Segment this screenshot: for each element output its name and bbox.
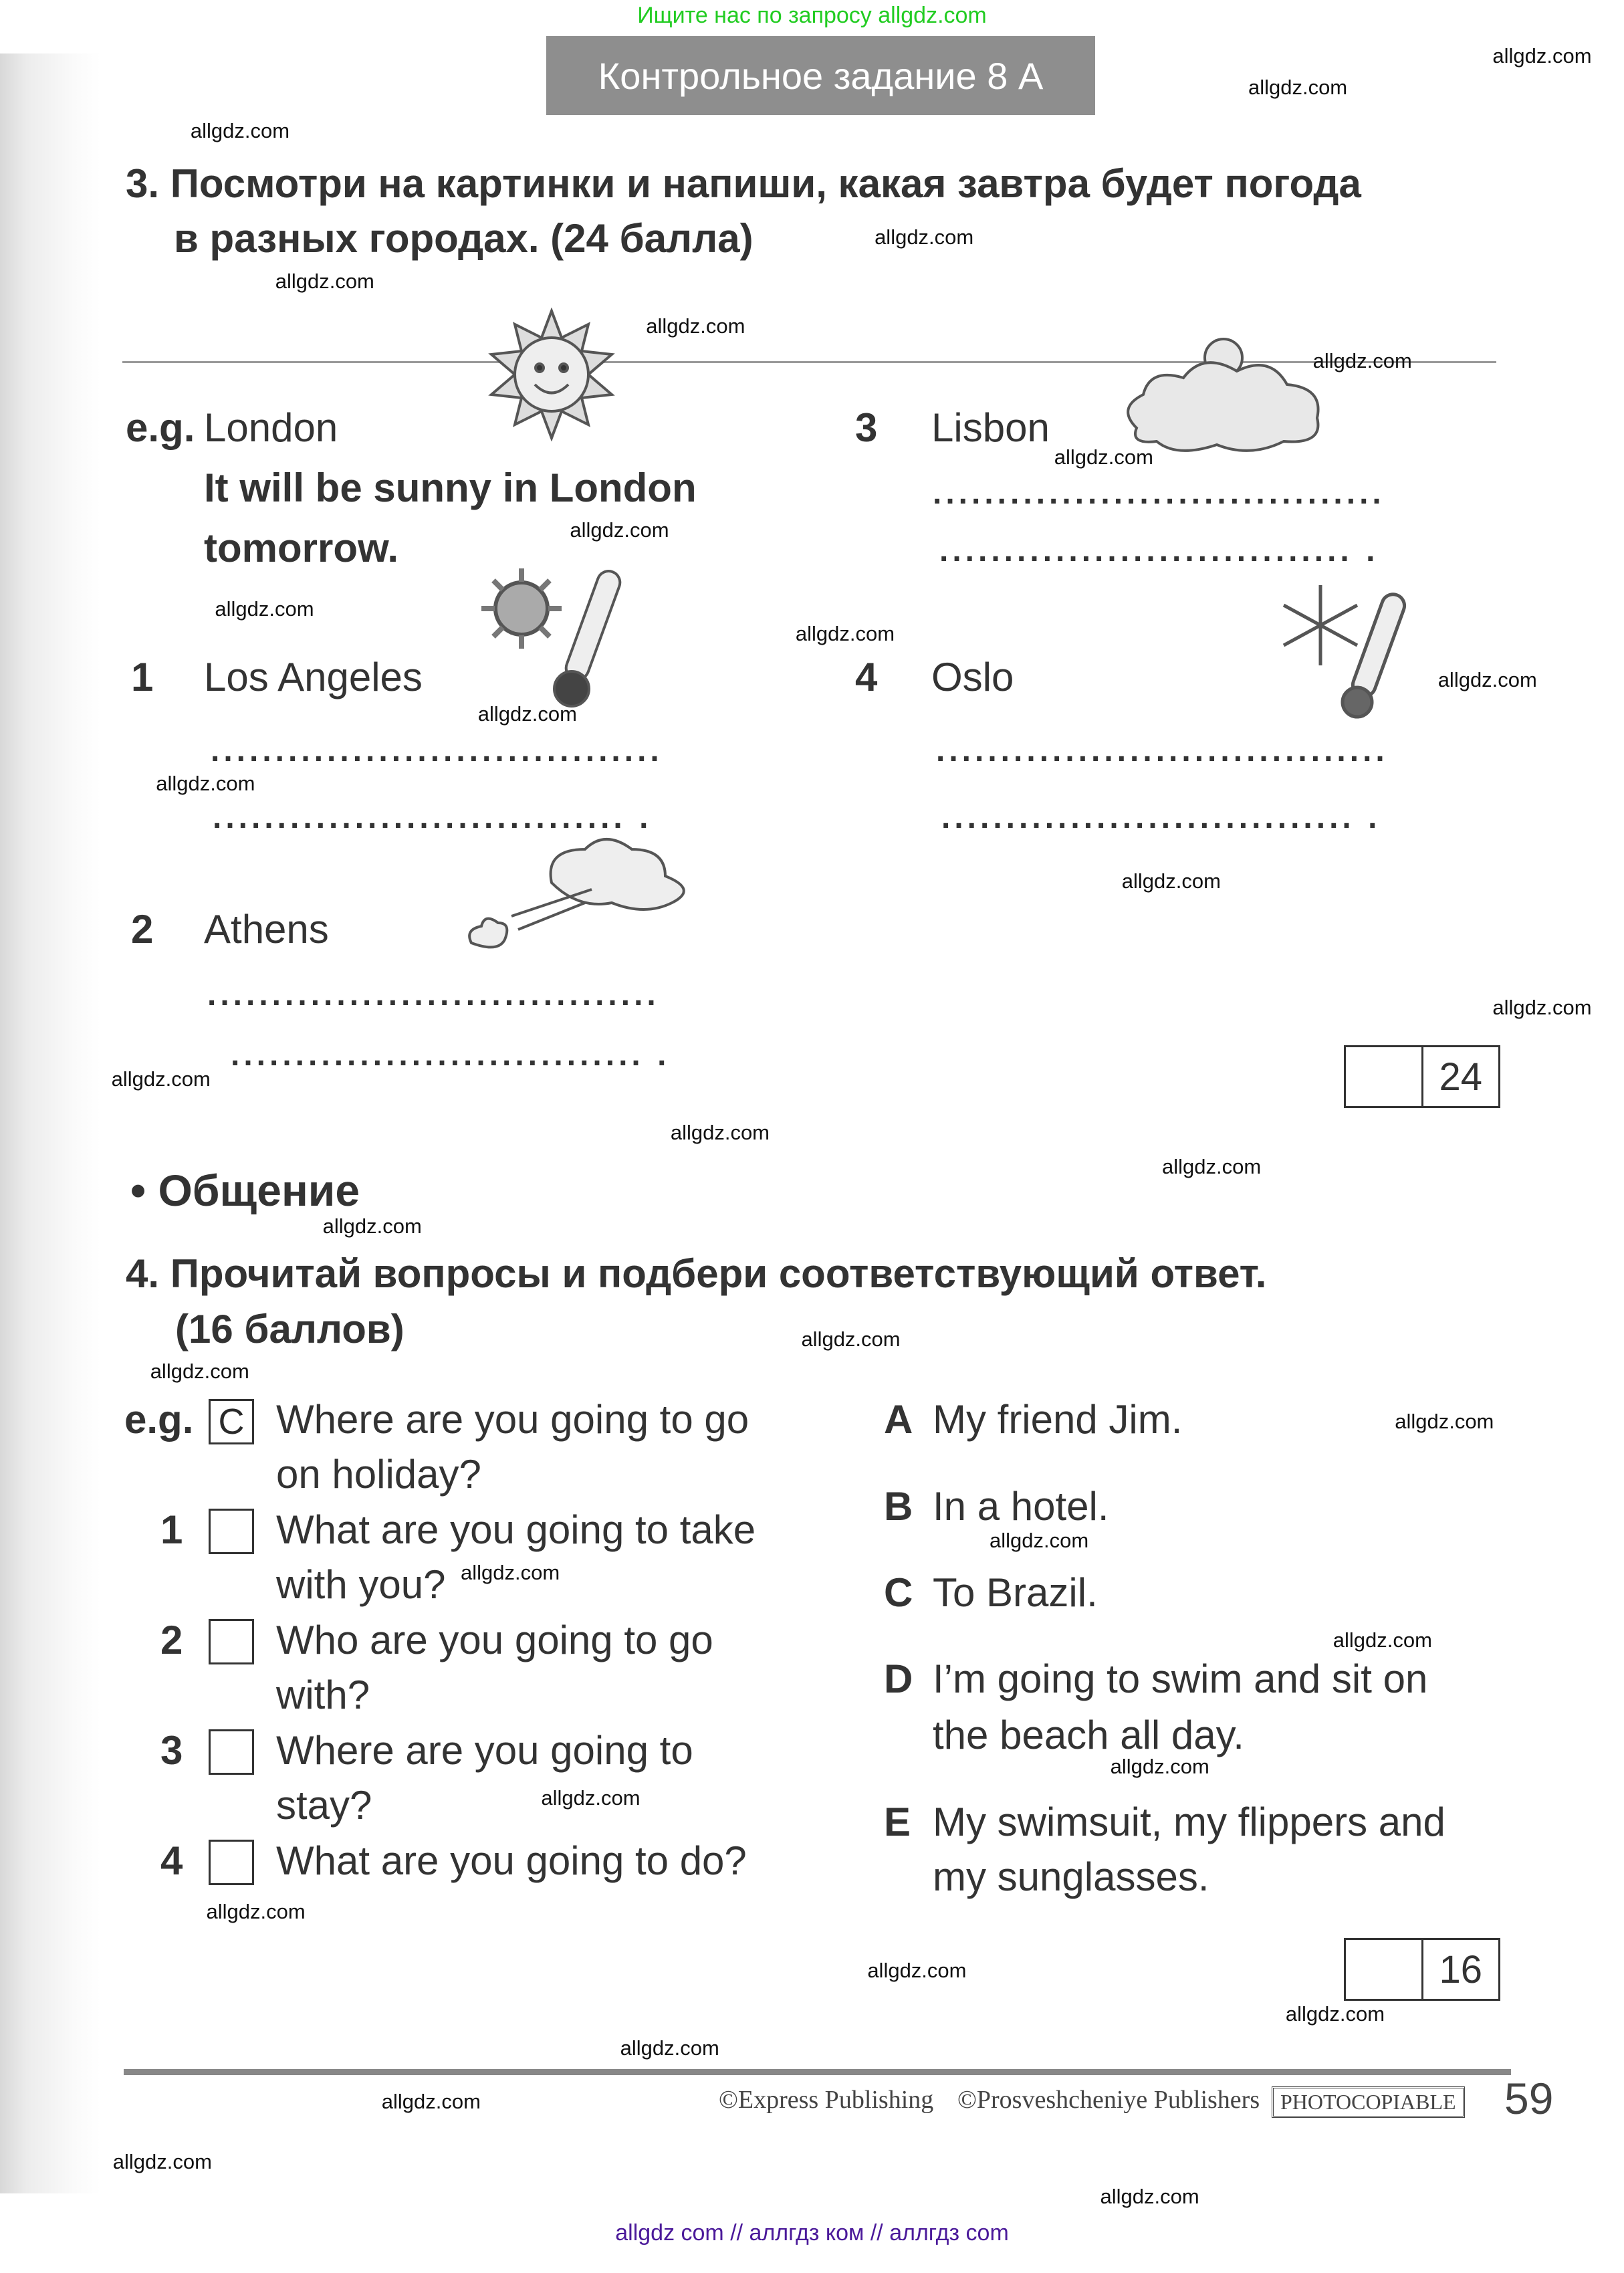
example-answer-line2: tomorrow. (204, 526, 399, 570)
task4-title-line2: (16 баллов) (175, 1307, 404, 1351)
question-3-line1: Where are you going to (276, 1728, 693, 1773)
watermark: allgdz.com (381, 2089, 481, 2113)
score-box-task4 (1344, 1938, 1500, 2001)
watermark: allgdz.com (1492, 43, 1592, 68)
score-max: 24 (1421, 1047, 1499, 1106)
watermark: allgdz.com (1121, 869, 1221, 893)
item-number-2: 2 (131, 907, 154, 952)
city-london: London (204, 405, 338, 450)
watermark: allgdz.com (875, 225, 974, 249)
watermark: allgdz.com (215, 597, 314, 621)
answer-letter-e: E (884, 1800, 911, 1844)
task3-title-line2: в разных городах. (24 балла) (174, 216, 753, 261)
score-input[interactable] (1346, 1047, 1421, 1106)
city-los-angeles: Los Angeles (204, 655, 423, 699)
hot-thermometer-icon (475, 562, 649, 716)
watermark: allgdz.com (1285, 2001, 1385, 2026)
question-1-line2: with you? (276, 1562, 446, 1607)
answer-a: My friend Jim. (933, 1397, 1183, 1442)
answer-checkbox-1[interactable] (209, 1509, 254, 1554)
answer-letter-a: A (884, 1397, 913, 1442)
example-label: e.g. (126, 405, 195, 450)
answer-letter-d: D (884, 1656, 913, 1701)
question-4-line1: What are you going to do? (276, 1838, 747, 1883)
question-number-3: 3 (160, 1728, 183, 1773)
answer-checkbox-3[interactable] (209, 1729, 254, 1775)
answer-line-lisbon-1[interactable]: ................................... (933, 475, 1385, 511)
task3-title-line1: 3. Посмотри на картинки и напиши, какая завтра будет погода (126, 161, 1361, 206)
watermark: allgdz.com (190, 118, 290, 142)
city-athens: Athens (204, 907, 329, 952)
example-label: e.g. (124, 1397, 194, 1442)
sun-icon (485, 308, 618, 441)
question-2-line1: Who are you going to go (276, 1618, 713, 1662)
answer-e-line1: My swimsuit, my flippers and (933, 1800, 1445, 1844)
watermark: allgdz.com (1161, 1155, 1262, 1179)
windy-cloud-icon (445, 829, 705, 963)
watermark: allgdz.com (1332, 1628, 1432, 1652)
item-number-4: 4 (855, 655, 878, 699)
page-fold-shadow (0, 53, 100, 2193)
question-2-line2: with? (276, 1672, 370, 1717)
answer-letter-c: C (884, 1570, 913, 1615)
answer-checkbox-2[interactable] (209, 1619, 254, 1664)
top-search-note[interactable]: Ищите нас по запросу allgdz.com (637, 3, 987, 28)
page-number: 59 (1504, 2074, 1554, 2123)
item-number-3: 3 (855, 405, 878, 450)
score-input[interactable] (1346, 1940, 1421, 1999)
watermark: allgdz.com (1312, 348, 1412, 372)
watermark: allgdz.com (275, 269, 374, 294)
watermark: allgdz.com (322, 1214, 422, 1238)
watermark: allgdz.com (1437, 667, 1537, 691)
watermark: allgdz.com (670, 1120, 770, 1144)
footer-publisher-2: ©Prosveshcheniye Publishers (957, 2086, 1260, 2114)
watermark: allgdz.com (795, 621, 895, 645)
watermark: allgdz.com (570, 518, 669, 542)
item-number-1: 1 (131, 655, 154, 699)
watermark: allgdz.com (112, 2149, 212, 2173)
watermark: allgdz.com (646, 314, 745, 338)
watermark: allgdz.com (541, 1786, 641, 1810)
watermark: allgdz.com (1110, 1754, 1209, 1778)
watermark: allgdz.com (206, 1899, 306, 1923)
page-header: Контрольное задание 8 A (546, 36, 1095, 115)
answer-line-oslo-1[interactable]: ................................... (936, 733, 1389, 768)
city-lisbon: Lisbon (931, 405, 1050, 450)
answer-line-la-2[interactable]: ................................ . (213, 800, 653, 835)
score-max: 16 (1421, 1940, 1499, 1999)
answer-letter-b: B (884, 1484, 913, 1529)
answer-c: To Brazil. (933, 1570, 1098, 1615)
photocopiable-label: PHOTOCOPIABLE (1272, 2086, 1465, 2118)
watermark: allgdz.com (801, 1327, 901, 1351)
question-example-line1: Where are you going to go (276, 1397, 749, 1442)
watermark: allgdz.com (1054, 445, 1153, 469)
watermark: allgdz.com (1492, 995, 1592, 1019)
watermark: allgdz.com (156, 771, 255, 795)
answer-line-lisbon-2[interactable]: ................................ . (939, 533, 1379, 568)
watermark: allgdz.com (1100, 2184, 1199, 2208)
answer-checkbox-example: C (209, 1399, 254, 1444)
watermark: allgdz.com (460, 1560, 560, 1584)
watermark: allgdz.com (620, 2036, 719, 2060)
city-oslo: Oslo (931, 655, 1014, 699)
example-answer-line1: It will be sunny in London (204, 465, 697, 510)
answer-line-athens-1[interactable]: ................................... (207, 977, 660, 1012)
answer-b: In a hotel. (933, 1484, 1109, 1529)
bottom-note[interactable]: allgdz com // аллгдз ком // аллгдз com (615, 2220, 1009, 2246)
answer-e-line2: my sunglasses. (933, 1854, 1209, 1899)
footer-publisher-1: ©Express Publishing (719, 2086, 934, 2114)
watermark: allgdz.com (867, 1959, 967, 1983)
question-number-2: 2 (160, 1618, 183, 1662)
watermark: allgdz.com (1248, 76, 1348, 100)
answer-line-athens-2[interactable]: ................................ . (231, 1037, 671, 1073)
question-number-1: 1 (160, 1507, 183, 1552)
watermark: allgdz.com (477, 702, 577, 726)
answer-line-oslo-2[interactable]: ................................ . (941, 800, 1381, 835)
answer-checkbox-4[interactable] (209, 1840, 254, 1885)
question-1-line1: What are you going to take (276, 1507, 756, 1552)
question-3-line2: stay? (276, 1783, 372, 1828)
snow-cold-icon (1274, 578, 1434, 719)
watermark: allgdz.com (1395, 1409, 1494, 1433)
watermark: allgdz.com (990, 1529, 1089, 1553)
section-title: • Общение (130, 1166, 360, 1215)
answer-line-la-1[interactable]: ................................... (211, 733, 663, 768)
question-number-4: 4 (160, 1838, 183, 1883)
footer-rule (124, 2069, 1511, 2075)
cloudy-icon (1117, 328, 1337, 461)
answer-d-line2: the beach all day. (933, 1713, 1244, 1757)
watermark: allgdz.com (111, 1067, 211, 1091)
answer-d-line1: I’m going to swim and sit on (933, 1656, 1428, 1701)
score-box-task3 (1344, 1045, 1500, 1108)
task4-title-line1: 4. Прочитай вопросы и подбери соответствующий ответ. (126, 1251, 1267, 1296)
watermark: allgdz.com (150, 1359, 249, 1383)
question-example-line2: on holiday? (276, 1452, 481, 1497)
